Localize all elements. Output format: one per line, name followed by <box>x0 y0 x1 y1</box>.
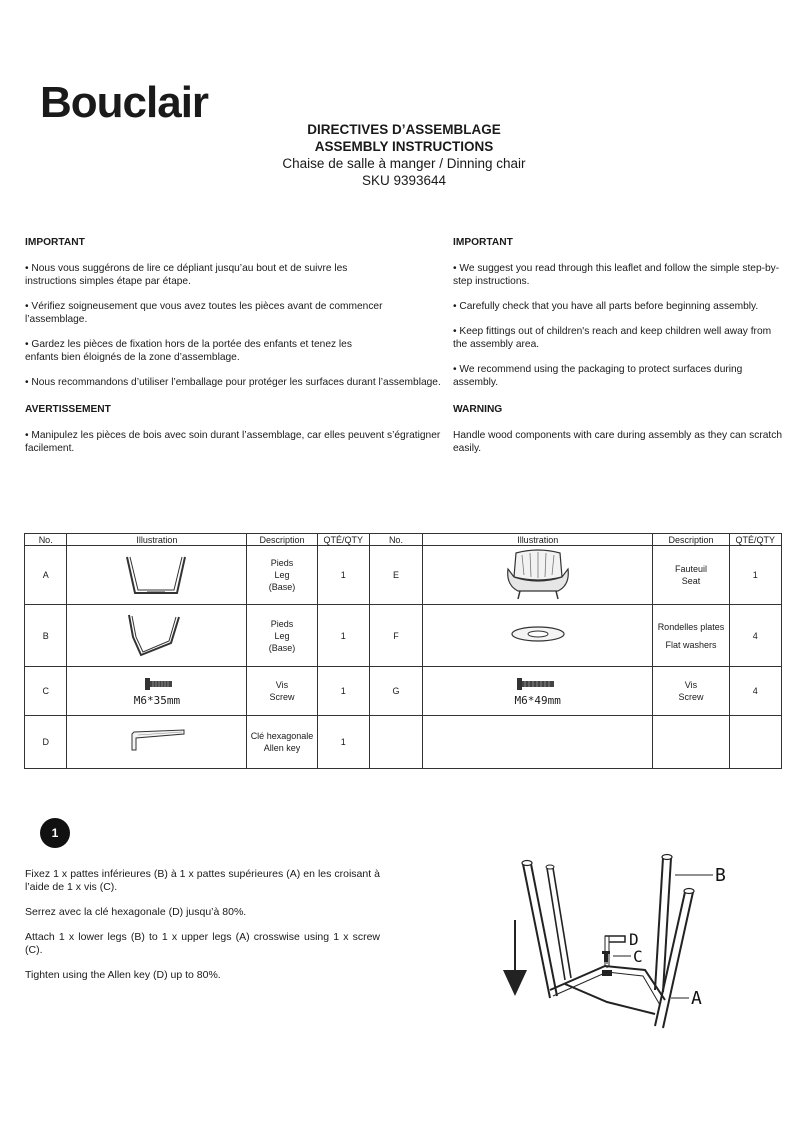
part-qty: 1 <box>317 605 369 667</box>
warning-text-fr: • Manipulez les pièces de bois avec soin durant l’assemblage, car elles peuvent s’égratigner facilement. <box>25 430 441 454</box>
seat-illustration <box>422 546 652 605</box>
col-header: No. <box>25 534 67 546</box>
important-item-en: • We recommend using the packaging to protect surfaces during assembly. <box>453 364 743 388</box>
allen-key-illustration <box>67 716 247 769</box>
part-no: B <box>25 605 67 667</box>
brand-logo: Bouclair <box>40 78 209 127</box>
important-item-fr: • Gardez les pièces de fixation hors de la portée des enfants et tenez les enfants bien éloignés de la zone d’assemblage. <box>25 339 352 363</box>
warning-heading-fr: AVERTISSEMENT <box>25 404 111 415</box>
label-a: A <box>691 988 702 1009</box>
important-heading-en: IMPORTANT <box>453 237 513 248</box>
screw-size-label: M6*35mm <box>133 693 181 707</box>
part-no: F <box>369 605 422 667</box>
label-d: D <box>629 930 639 949</box>
step-1-diagram <box>495 850 745 1040</box>
screw-g-illustration <box>422 667 652 716</box>
part-description: Vis Screw <box>653 667 729 716</box>
part-description: Clé hexagonale Allen key <box>247 716 317 769</box>
part-qty: 1 <box>317 546 369 605</box>
step-paragraph: Tighten using the Allen key (D) up to 80%. <box>25 969 221 981</box>
part-qty: 1 <box>317 716 369 769</box>
product-name: Chaise de salle à manger / Dinning chair <box>282 156 526 171</box>
empty-illustration <box>422 716 652 769</box>
part-qty: 4 <box>729 667 782 716</box>
part-qty <box>729 716 782 769</box>
title-fr: DIRECTIVES D’ASSEMBLAGE <box>307 122 501 137</box>
part-no: C <box>25 667 67 716</box>
col-header: QTÉ/QTY <box>729 534 782 546</box>
important-item-en: • Keep fittings out of children's reach and keep children well away from the assembly area. <box>453 326 772 350</box>
part-qty: 4 <box>729 605 782 667</box>
part-description: Rondelles plates Flat washers <box>653 605 729 667</box>
part-no: D <box>25 716 67 769</box>
step-1-instructions <box>25 868 380 994</box>
col-header: Description <box>653 534 729 546</box>
leg-b-illustration <box>67 605 247 667</box>
important-item-en: • Carefully check that you have all parts before beginning assembly. <box>453 301 759 312</box>
title-en: ASSEMBLY INSTRUCTIONS <box>314 139 494 154</box>
col-header: QTÉ/QTY <box>317 534 369 546</box>
label-c: C <box>633 947 643 966</box>
part-no: G <box>369 667 422 716</box>
part-qty: 1 <box>317 667 369 716</box>
step-paragraph: Serrez avec la clé hexagonale (D) jusqu’à 80%. <box>25 906 247 918</box>
table-header-row <box>25 534 782 546</box>
col-header: Illustration <box>422 534 652 546</box>
part-description: Pieds Leg (Base) <box>247 546 317 605</box>
part-description: Fauteuil Seat <box>653 546 729 605</box>
parts-table <box>24 533 782 769</box>
important-item-fr: • Nous vous suggérons de lire ce dépliant jusqu’au bout et de suivre les instructions simples étape par étape. <box>25 263 348 287</box>
table-row <box>25 546 782 605</box>
part-no: A <box>25 546 67 605</box>
sku: SKU 9393644 <box>361 173 447 188</box>
table-row <box>25 716 782 769</box>
col-header: Description <box>247 534 317 546</box>
important-item-en: • We suggest you read through this leaflet and follow the simple step-by-step instructions. <box>453 263 780 287</box>
important-heading-fr: IMPORTANT <box>25 237 85 248</box>
english-instructions <box>453 236 783 455</box>
warning-heading-en: WARNING <box>453 404 503 415</box>
important-item-fr: • Nous recommandons d’utiliser l’emballage pour protéger les surfaces durant l’assemblage. <box>25 377 441 388</box>
french-instructions <box>25 236 441 455</box>
warning-text-en: Handle wood components with care during assembly as they can scratch easily. <box>453 430 782 454</box>
step-paragraph: Attach 1 x lower legs (B) to 1 x upper legs (A) crosswise using 1 x screw (C). <box>25 931 380 956</box>
step-number-badge: 1 <box>40 818 70 848</box>
down-arrow-head <box>503 970 527 996</box>
part-no <box>369 716 422 769</box>
col-header: Illustration <box>67 534 247 546</box>
part-description: Pieds Leg (Base) <box>247 605 317 667</box>
leg-a-illustration <box>67 546 247 605</box>
important-item-fr: • Vérifiez soigneusement que vous avez toutes les pièces avant de commencer l’assemblage. <box>25 301 383 325</box>
part-no: E <box>369 546 422 605</box>
label-b: B <box>715 865 726 886</box>
screw-size-label: M6*49mm <box>514 693 561 707</box>
washer-illustration <box>422 605 652 667</box>
col-header: No. <box>369 534 422 546</box>
table-row <box>25 605 782 667</box>
part-qty: 1 <box>729 546 782 605</box>
screw-c-illustration <box>67 667 247 716</box>
part-description: Vis Screw <box>247 667 317 716</box>
part-description <box>653 716 729 769</box>
document-title <box>0 121 808 189</box>
step-paragraph: Fixez 1 x pattes inférieures (B) à 1 x pattes supérieures (A) en les croisant à l’aide de 1 x vis (C). <box>25 868 380 893</box>
table-row <box>25 667 782 716</box>
